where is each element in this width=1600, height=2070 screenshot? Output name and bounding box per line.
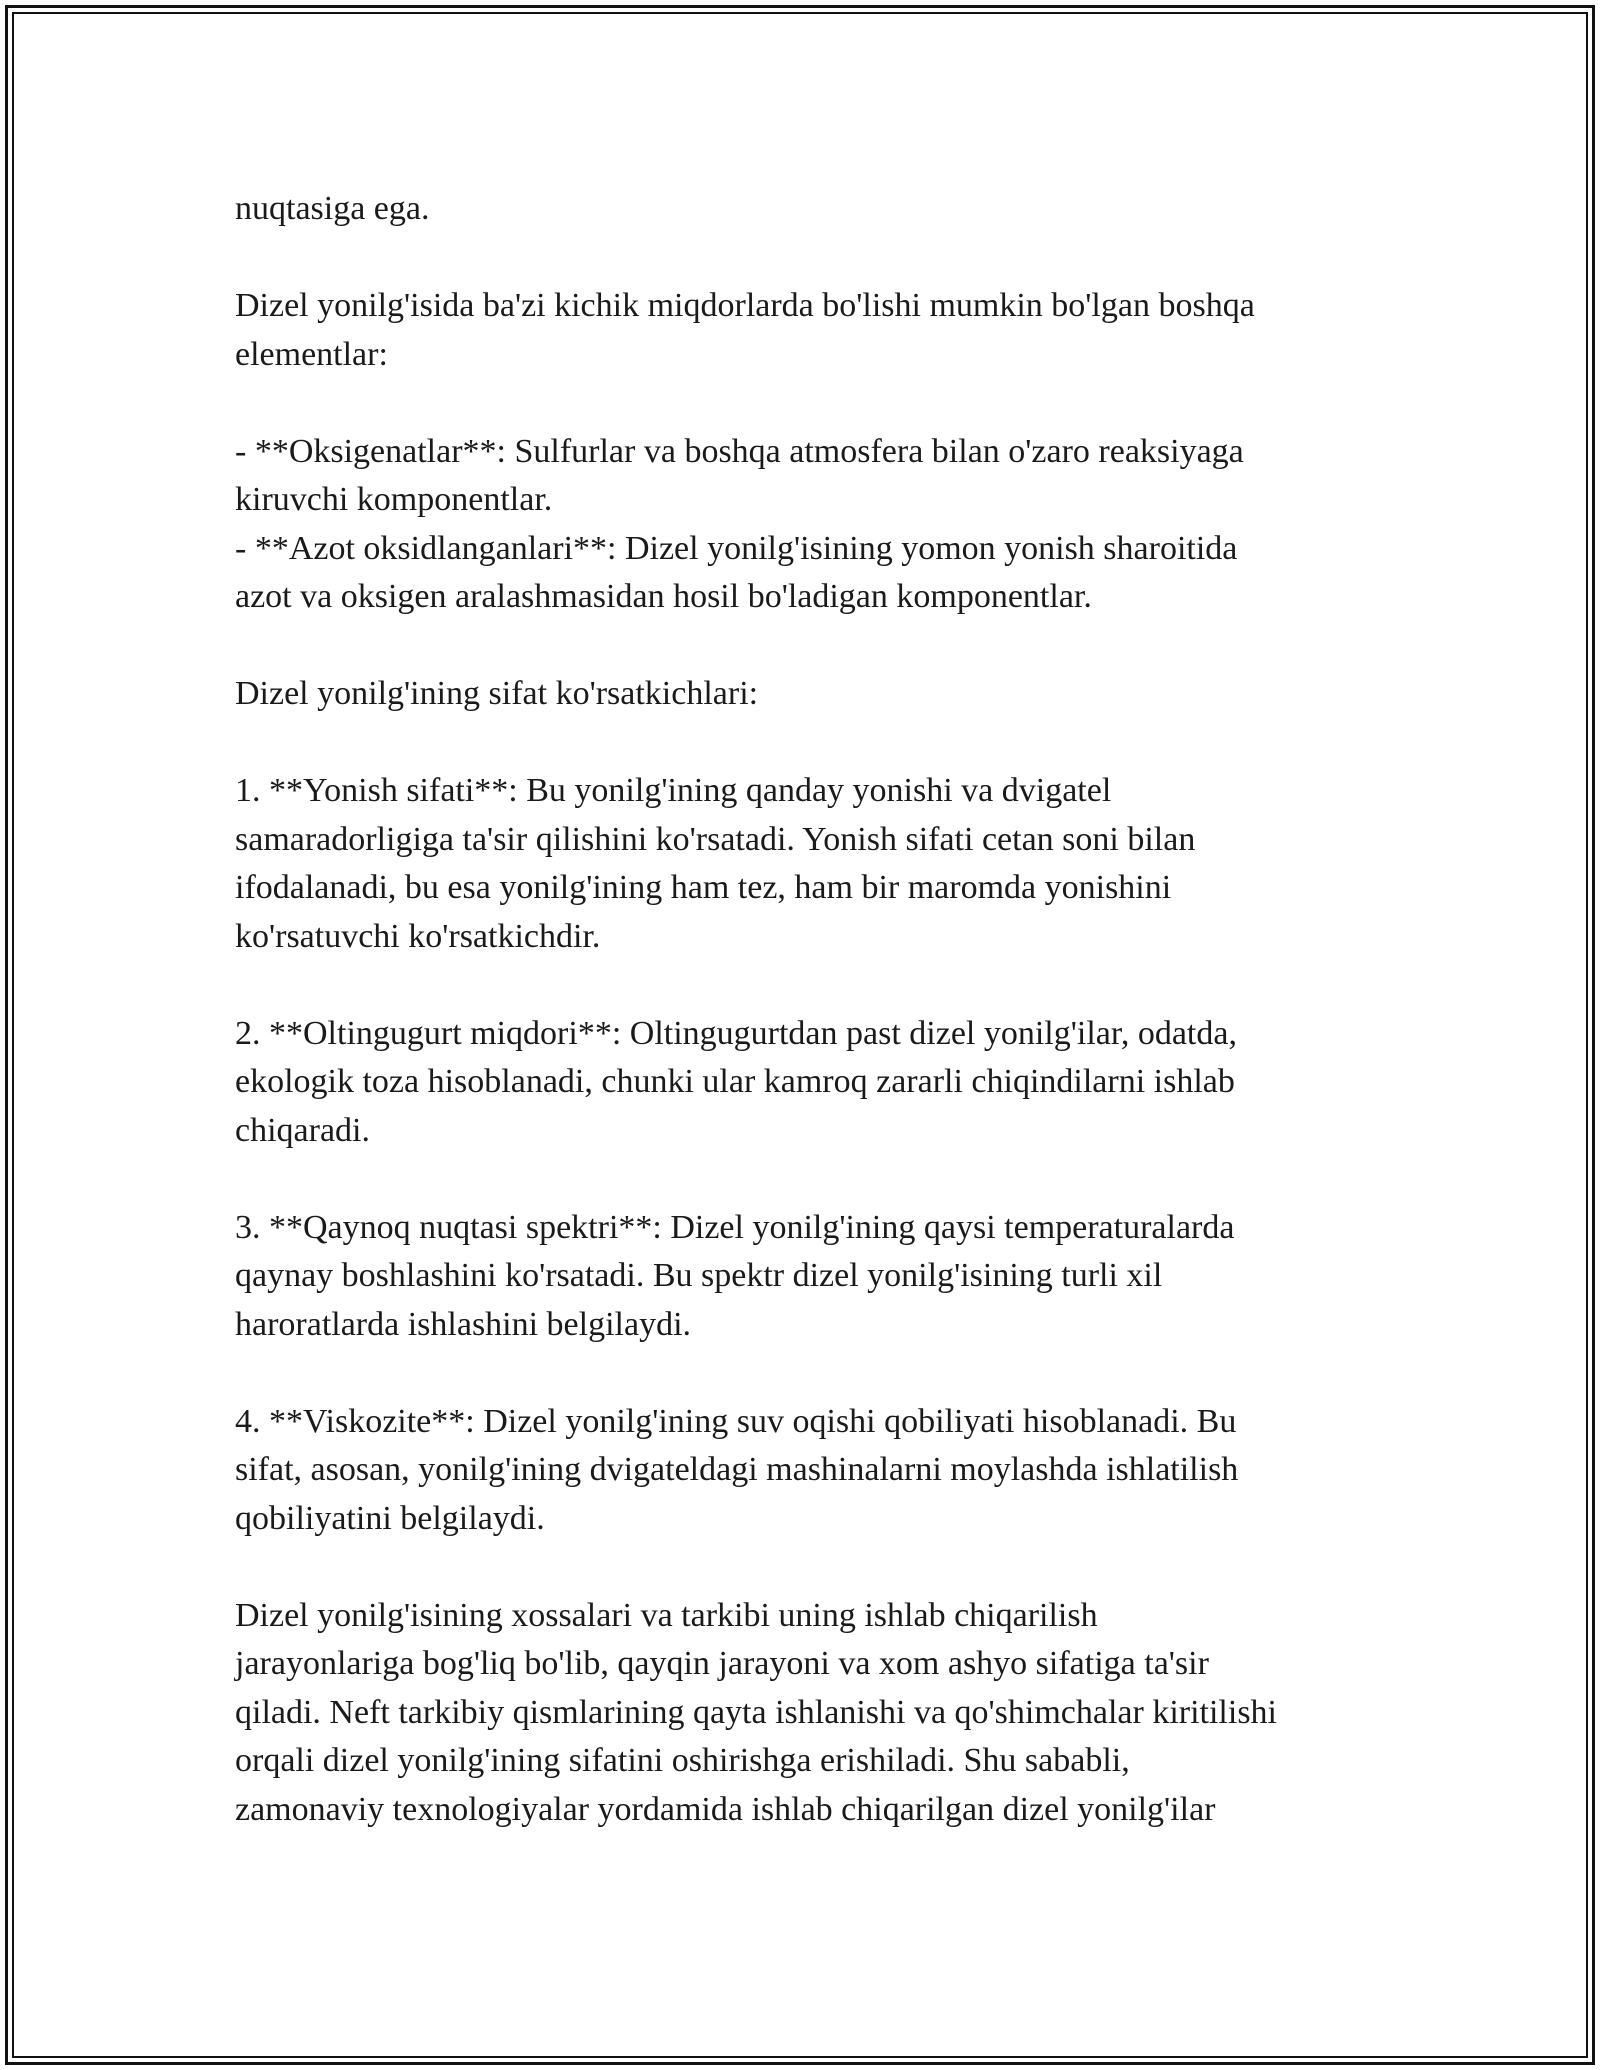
text-line: 2. **Oltingugurt miqdori**: Oltingugurtdan past dizel yonilg'ilar, odatda, — [235, 1014, 1237, 1052]
text-line: orqali dizel yonilg'ining sifatini oshirishga erishiladi. Shu sababli, — [235, 1742, 1130, 1779]
text-line: ko'rsatuvchi ko'rsatkichdir. — [235, 917, 601, 955]
paragraph — [235, 282, 1365, 379]
text-line: jarayonlariga bog'liq bo'lib, qayqin jarayoni va xom ashyo sifatiga ta'sir — [235, 1645, 1209, 1682]
text-line: sifat, asosan, yonilg'ining dvigateldagi mashinalarni moylashda ishlatilish — [235, 1451, 1239, 1488]
text-line: 3. **Qaynoq nuqtasi spektri**: Dizel yonilg'ining qaysi temperaturalarda — [235, 1208, 1235, 1246]
text-line: nuqtasiga ega. — [235, 190, 430, 227]
text-line: qiladi. Neft tarkibiy qismlarining qayta ishlanishi va qo'shimchalar kiritilishi — [235, 1693, 1277, 1731]
text-line: 4. **Viskozite**: Dizel yonilg'ining suv oqishi qobiliyati hisoblanadi. Bu — [235, 1402, 1237, 1440]
text-line: azot va oksigen aralashmasidan hosil bo'ladigan komponentlar. — [235, 578, 1092, 615]
text-line: Dizel yonilg'isining xossalari va tarkibi uning ishlab chiqarilish — [235, 1596, 1098, 1634]
text-line: Dizel yonilg'isida ba'zi kichik miqdorlarda bo'lishi mumkin bo'lgan boshqa — [235, 287, 1255, 324]
text-line: samaradorligiga ta'sir qilishini ko'rsatadi. Yonish sifati cetan soni bilan — [235, 820, 1196, 858]
numbered-item — [235, 1010, 1365, 1156]
text-line: ifodalanadi, bu esa yonilg'ining ham tez, ham bir maromda yonishini — [235, 869, 1172, 906]
document-body — [235, 185, 1365, 1834]
text-line: chiqaradi. — [235, 1111, 370, 1149]
text-line: kiruvchi komponentlar. — [235, 481, 553, 518]
text-line: - **Oksigenatlar**: Sulfurlar va boshqa atmosfera bilan o'zaro reaksiyaga — [235, 432, 1244, 470]
text-line: ekologik toza hisoblanadi, chunki ular kamroq zararli chiqindilarni ishlab — [235, 1063, 1235, 1100]
numbered-item — [235, 1204, 1365, 1350]
text-line: Dizel yonilg'ining sifat ko'rsatkichlari: — [235, 675, 759, 712]
section-heading — [235, 670, 1365, 719]
text-line: elementlar: — [235, 335, 388, 373]
numbered-item — [235, 1398, 1365, 1544]
text-line: qobiliyatini belgilaydi. — [235, 1499, 545, 1537]
numbered-item — [235, 767, 1365, 961]
list-item — [235, 525, 1365, 622]
text-line: zamonaviy texnologiyalar yordamida ishlab chiqarilgan dizel yonilg'ilar — [235, 1790, 1216, 1828]
text-line: haroratlarda ishlashini belgilaydi. — [235, 1305, 692, 1343]
text-line: qaynay boshlashini ko'rsatadi. Bu spektr dizel yonilg'isining turli xil — [235, 1257, 1163, 1294]
paragraph — [235, 185, 1365, 234]
paragraph — [235, 1592, 1365, 1835]
text-line: 1. **Yonish sifati**: Bu yonilg'ining qanday yonishi va dvigatel — [235, 772, 1112, 809]
list-item — [235, 428, 1365, 525]
text-line: - **Azot oksidlanganlari**: Dizel yonilg'isining yomon yonish sharoitida — [235, 529, 1238, 567]
